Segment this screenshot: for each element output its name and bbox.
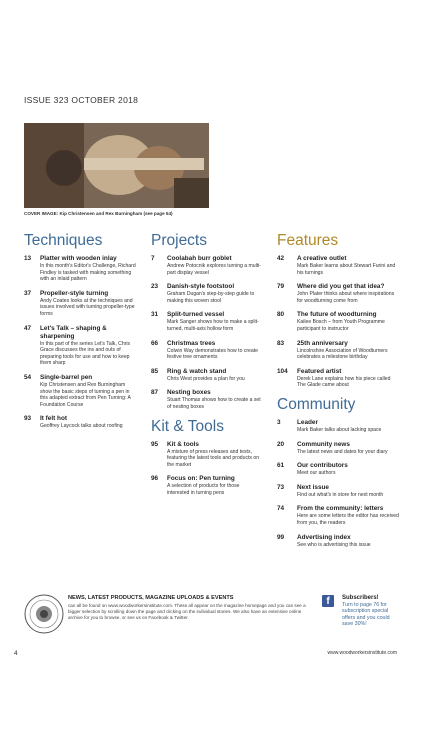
- page-number: 95: [151, 440, 159, 448]
- page-number: 83: [277, 339, 285, 347]
- features-heading: Features: [277, 232, 339, 249]
- entry-desc: Colwin Way demonstrates how to create festive tree ornaments: [167, 347, 258, 361]
- techniques-column: [24, 232, 136, 437]
- entry-title: Ring & watch stand: [167, 367, 227, 375]
- entry-title: Nesting boxes: [167, 389, 211, 397]
- toc-entry[interactable]: [277, 484, 399, 499]
- toc-entry[interactable]: [277, 368, 399, 389]
- entry-title: The future of woodturning: [297, 311, 377, 319]
- community-heading: Community: [277, 395, 356, 413]
- toc-entry[interactable]: [24, 374, 136, 408]
- entry-title: Platter with wooden inlay: [40, 255, 117, 262]
- entry-desc: Here are some letters the editor has received from you, the readers: [297, 513, 399, 526]
- toc-entry[interactable]: [151, 311, 263, 332]
- entry-title: From the community: letters: [297, 505, 384, 513]
- page-number: 79: [277, 283, 285, 291]
- issue-label: ISSUE 323 OCTOBER 2018: [24, 95, 139, 105]
- toc-entry[interactable]: [277, 340, 399, 361]
- page-number: 85: [151, 367, 159, 375]
- entry-title: Propeller-style turning: [40, 289, 109, 297]
- entry-desc: A selection of products for those interested in turning pens: [167, 483, 240, 496]
- toc-entry[interactable]: [151, 340, 263, 361]
- cover-image: [24, 123, 209, 208]
- cover-photo-illustration: [24, 123, 209, 208]
- page-number: 74: [277, 505, 285, 513]
- toc-entry[interactable]: [277, 419, 399, 434]
- entry-desc: John Plater thinks about where inspirations for woodturning come from: [297, 291, 395, 304]
- page-number: 37: [24, 289, 32, 297]
- projects-heading: Projects: [151, 232, 207, 249]
- page-number: 7: [151, 255, 155, 262]
- kit-tools-heading: Kit & Tools: [151, 417, 224, 435]
- entry-desc: Geoffrey Laycock talks about roofing: [40, 423, 123, 430]
- entry-desc: Derek Lane explains how his piece called The Glade came about: [297, 375, 391, 389]
- facebook-icon[interactable]: f: [322, 595, 334, 607]
- page-number-footer: 4: [14, 650, 18, 657]
- entry-desc: Meet our authors: [297, 470, 336, 477]
- woodworkers-seal-icon: [24, 594, 64, 634]
- entry-desc: Chris West provides a plan for you: [167, 375, 245, 382]
- entry-title: Our contributors: [297, 462, 348, 470]
- features-column: [277, 232, 399, 555]
- footer-box: [24, 593, 398, 637]
- entry-desc: Andrew Potocnik explores turning a multi-part display vessel: [167, 263, 261, 276]
- entry-desc: Mark Sanger shows how to make a split-turned, multi-axis hollow form: [167, 319, 259, 332]
- page-number: 13: [24, 255, 32, 262]
- entry-title: Advertising index: [297, 533, 351, 541]
- entry-desc: Kailee Bosch – from Youth Programme participant to instructor: [297, 319, 385, 332]
- toc-entry[interactable]: [24, 325, 136, 367]
- entry-title: Community news: [297, 440, 350, 448]
- projects-column: [151, 232, 263, 504]
- entry-title: 25th anniversary: [297, 339, 348, 347]
- entry-desc: Stuart Thomas shows how to create a set of nesting boxes: [167, 397, 261, 410]
- page-number: 80: [277, 311, 285, 319]
- page-number: 66: [151, 339, 159, 347]
- footer-body: can all be found on www.woodworkersinstitute.com. These all appear on the magazine homepage and you can see a bigger selection by scrolling down the page and clicking on the individual stories. We also have an extensive online archive for you to browse, or see us on Facebook & Twitter.: [68, 603, 306, 621]
- toc-entry[interactable]: [277, 505, 399, 526]
- entry-title: It felt hot: [40, 415, 67, 423]
- toc-entry[interactable]: [151, 255, 263, 276]
- entry-title: Danish-style footstool: [167, 283, 235, 291]
- toc-entry[interactable]: [277, 283, 399, 304]
- cover-caption: COVER IMAGE: Kip Christensen and Rex Burningham (see page 54): [24, 211, 173, 216]
- toc-entry[interactable]: [277, 462, 399, 477]
- subscribers-box: [342, 595, 402, 628]
- entry-title: Let's Talk – shaping & sharpening: [40, 324, 107, 340]
- entry-title: A creative outlet: [297, 255, 347, 262]
- entry-title: Christmas trees: [167, 339, 216, 347]
- entry-desc: A mixture of press releases and tests, featuring the latest tools and products on the market: [167, 448, 260, 468]
- page-number: 20: [277, 440, 285, 448]
- entry-desc: In this part of the series Let's Talk, Chris Grace discusses the ins and outs of preparing tools for use and how to keep them sharp: [40, 340, 131, 367]
- toc-entry[interactable]: [24, 415, 136, 430]
- entry-desc: Find out what's in store for next month: [297, 491, 384, 498]
- toc-entry[interactable]: [151, 389, 263, 410]
- toc-entry[interactable]: [277, 255, 399, 276]
- entry-desc: See who is advertising this issue: [297, 541, 371, 548]
- page-number: 3: [277, 418, 281, 426]
- page-number: 31: [151, 311, 159, 319]
- page-number: 61: [277, 462, 285, 470]
- page-number: 96: [151, 475, 159, 483]
- entry-desc: Mark Baker learns about Stewart Furini and his turnings: [297, 263, 396, 276]
- footer-heading: NEWS, LATEST PRODUCTS, MAGAZINE UPLOADS & EVENTS: [68, 595, 234, 601]
- toc-entry[interactable]: [151, 475, 263, 496]
- entry-desc: In this month's Editor's Challenge, Richard Findley is tasked with making something with an inlaid pattern: [40, 263, 136, 283]
- toc-entry[interactable]: [151, 441, 263, 469]
- toc-entry[interactable]: [151, 368, 263, 383]
- page-number: 104: [277, 367, 288, 375]
- entry-desc: Andy Coates looks at the techniques and issues involved with turning propeller-type forms: [40, 297, 135, 317]
- page-number: 23: [151, 283, 159, 291]
- entry-desc: Lincolnshire Association of Woodturners celebrates a milestone birthday: [297, 347, 388, 361]
- website-link[interactable]: www.woodworkersinstitute.com: [327, 650, 397, 656]
- entry-title: Featured artist: [297, 367, 342, 375]
- toc-entry[interactable]: [277, 311, 399, 332]
- entry-title: Coolabah burr goblet: [167, 255, 232, 262]
- page-number: 99: [277, 533, 285, 541]
- subscribers-text: Turn to page 76 for subscription special offers and you could save 30%!: [342, 602, 390, 628]
- entry-desc: Kip Christensen and Rex Burningham show the basic steps of turning a pen in this adapted extract from Pen Turning: A Foundation Course: [40, 381, 131, 408]
- techniques-heading: Techniques: [24, 232, 103, 249]
- entry-title: Leader: [297, 418, 318, 426]
- toc-entry[interactable]: [24, 255, 136, 283]
- entry-title: Where did you get that idea?: [297, 283, 385, 291]
- entry-title: Single-barrel pen: [40, 373, 93, 381]
- page-number: 54: [24, 373, 32, 381]
- page-number: 73: [277, 483, 285, 491]
- page-number: 47: [24, 324, 32, 332]
- toc-entry[interactable]: [277, 441, 399, 456]
- entry-desc: Graham Dugan's step-by-step guide to making this woven stool: [167, 291, 255, 304]
- subscribers-heading: Subscribers!: [342, 595, 379, 601]
- entry-title: Split-turned vessel: [167, 311, 225, 319]
- toc-entry[interactable]: [277, 534, 399, 549]
- page-number: 93: [24, 415, 32, 423]
- entry-desc: Mark Baker talks about lacking space: [297, 426, 382, 433]
- entry-title: Kit & tools: [167, 440, 199, 448]
- entry-title: Focus on: Pen turning: [167, 475, 235, 483]
- page-number: 87: [151, 389, 159, 397]
- page-number: 42: [277, 255, 285, 262]
- entry-title: Next issue: [297, 483, 329, 491]
- toc-entry[interactable]: [151, 283, 263, 304]
- entry-desc: The latest news and dates for your diary: [297, 448, 388, 455]
- toc-entry[interactable]: [24, 290, 136, 318]
